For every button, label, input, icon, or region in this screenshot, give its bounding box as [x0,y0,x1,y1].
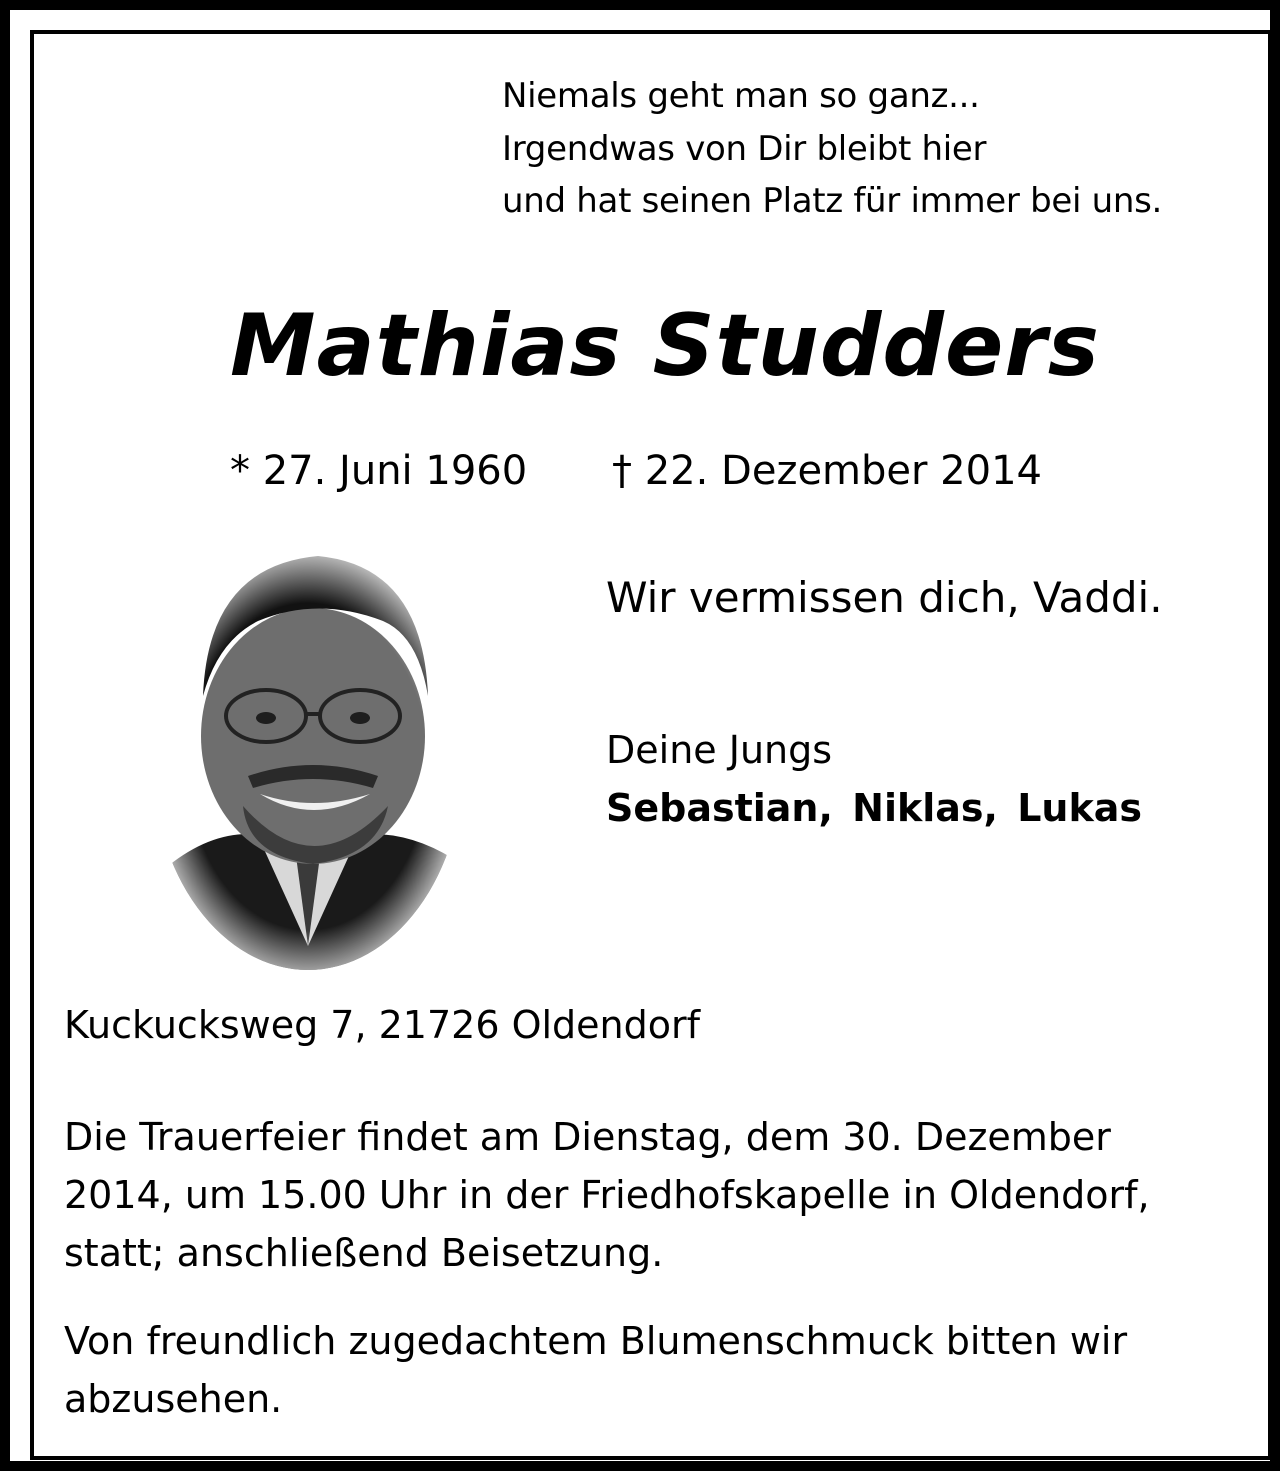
flowers-line-2: abzusehen. [64,1377,283,1421]
service-line-2: 2014, um 15.00 Uhr in der Friedhofskapelle in Oldendorf, [64,1173,1150,1217]
flowers-line-1: Von freundlich zugedachtem Blumenschmuck bitten wir [64,1319,1128,1363]
signed-names: Sebastian, Niklas, Lukas [606,786,1143,830]
birth-date: * 27. Juni 1960 [230,448,528,494]
message-text: Wir vermissen dich, Vaddi. [606,573,1163,622]
service-paragraph [64,1108,1234,1282]
quote-line-3: und hat seinen Platz für immer bei uns. [502,181,1163,221]
service-line-1: Die Trauerfeier findet am Dienstag, dem 30. Dezember [64,1115,1111,1159]
signed-label: Deine Jungs [606,728,833,772]
deceased-name: Mathias Studders [230,296,1100,396]
quote-line-1: Niemals geht man so ganz... [502,76,980,116]
quote-line-2: Irgendwas von Dir bleibt hier [502,129,987,169]
flowers-paragraph [64,1312,1234,1428]
address-text: Kuckucksweg 7, 21726 Oldendorf [64,1003,700,1047]
service-line-3: statt; anschließend Beisetzung. [64,1231,664,1275]
portrait-photo [148,526,464,970]
death-date: † 22. Dezember 2014 [612,448,1042,494]
